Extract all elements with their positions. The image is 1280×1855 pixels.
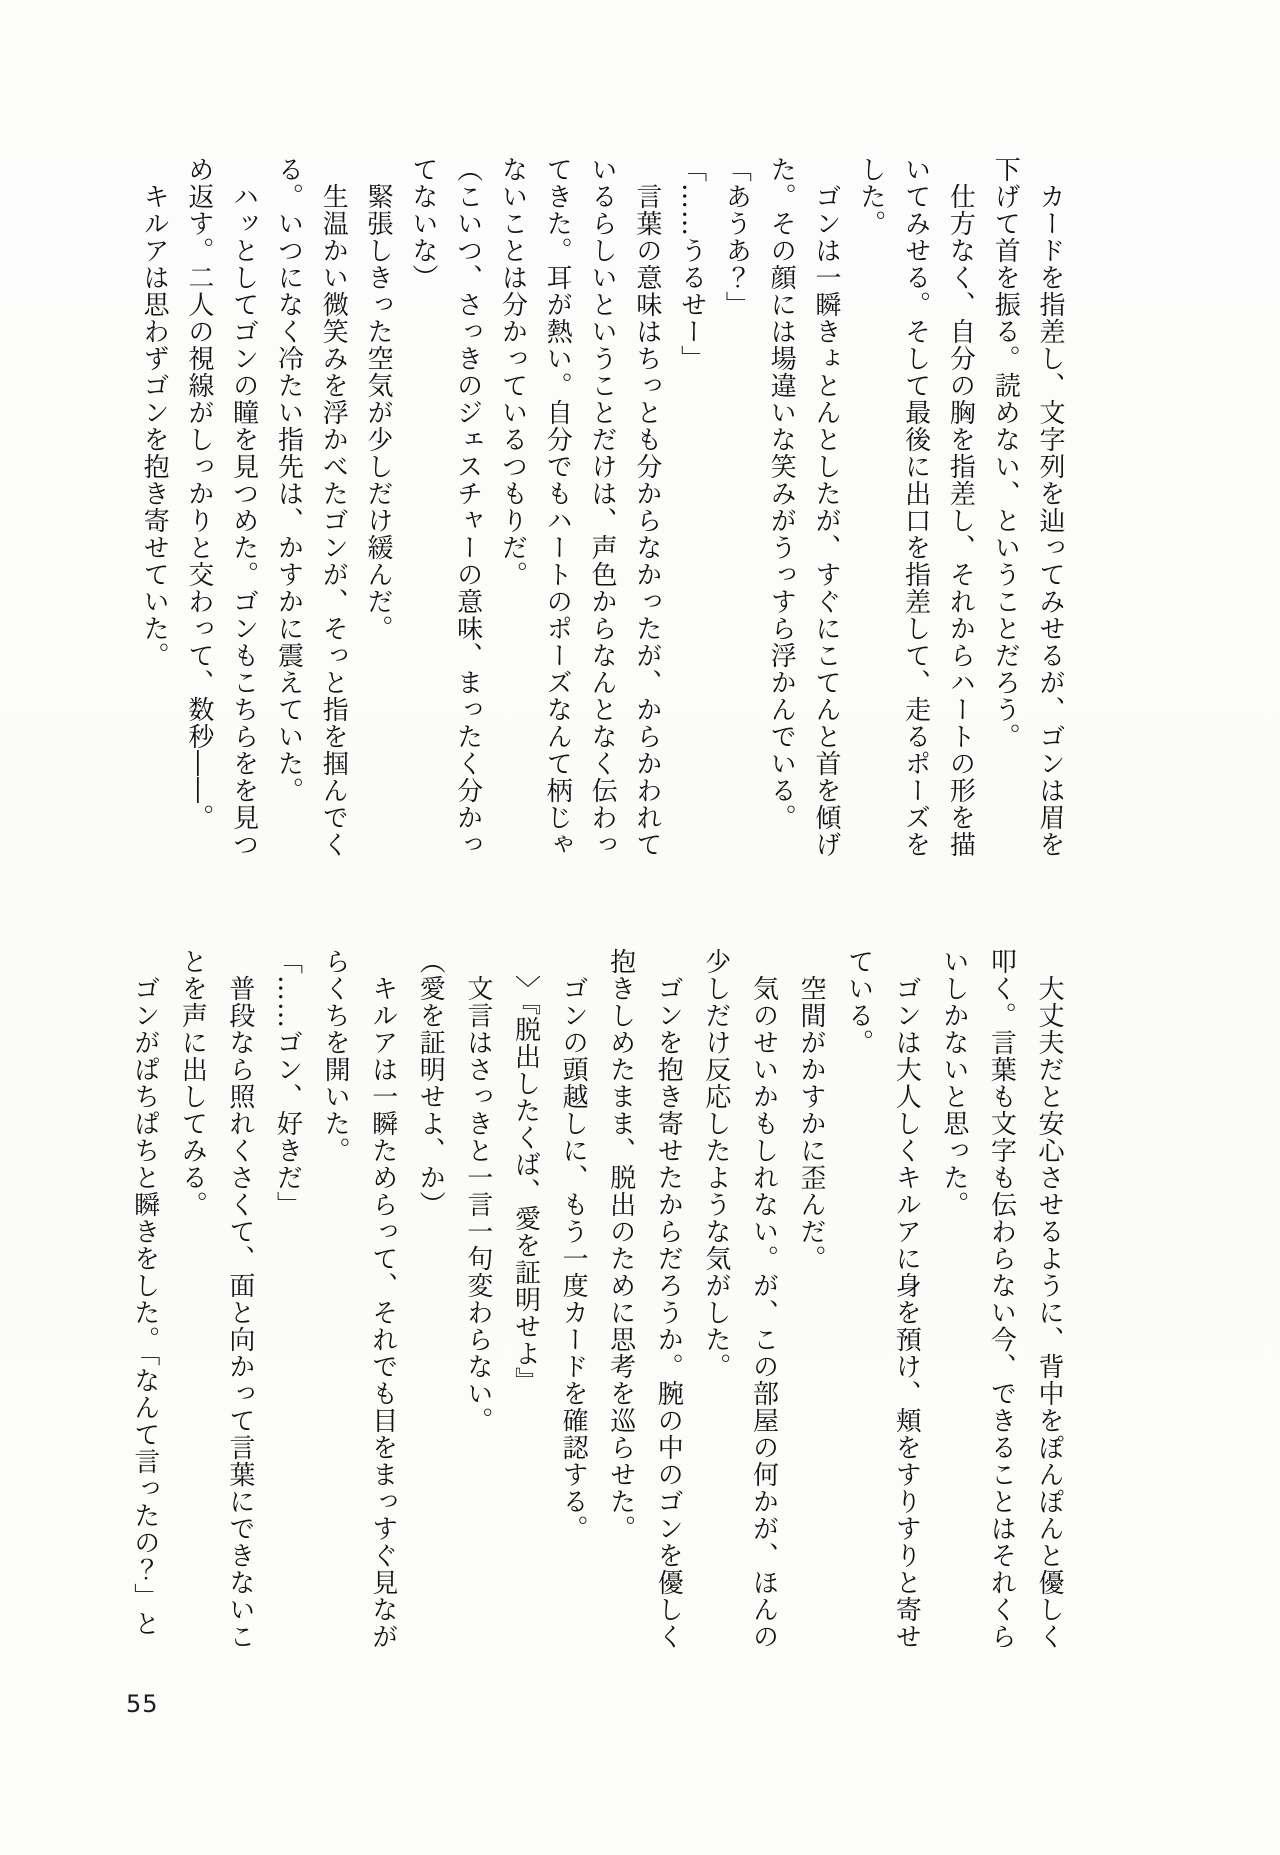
text-line: てないな） [407,156,438,291]
text-line: 言葉の意味はちっとも分からなかったが、からかわれて [631,156,662,858]
text-line: め返す。二人の視線がしっかりと交わって、数秒――。 [183,156,214,831]
text-line: いしかないと思った。 [938,948,969,1218]
text-line: 普段なら照れくさくて、面と向かって言葉にできないこ [224,948,255,1650]
text-line: ないことは分かっているつもりだ。 [497,156,528,588]
page-number: 55 [126,1690,159,1718]
text-line: 仕方なく、自分の胸を指差し、それからハートの形を描 [945,156,976,858]
text-line: 気のせいかもしれない。が、この部屋の何かが、ほんの [748,948,779,1650]
text-line: ゴンは一瞬きょとんとしたが、すぐにこてんと首を傾げ [811,156,842,858]
text-line: 空間がかすかに歪んだ。 [796,948,827,1272]
text-line: た。その顔には場違いな笑みがうっすら浮かんでいる。 [766,156,797,831]
text-line: 生温かい微笑みを浮かべたゴンが、そっと指を掴んでく [318,156,349,858]
text-line: ゴンは大人しくキルアに身を預け、頬をすりすりと寄せ [891,948,922,1650]
text-line: ゴンがぱちぱちと瞬きをした。「なんて言ったの？」と [129,948,160,1637]
text-line: 緊張しきった空気が少しだけ緩んだ。 [363,156,394,642]
text-line: カードを指差し、文字列を辿ってみせるが、ゴンは眉を [1035,156,1065,858]
text-line: ゴンの頭越しに、もう一度カードを確認する。 [558,948,589,1542]
text-line: した。 [855,156,886,237]
text-line: キルアは思わずゴンを抱き寄せていた。 [139,156,170,669]
text-line: 抱きしめたまま、脱出のために思考を巡らせた。 [605,948,636,1542]
text-line: 文言はさっきと一言一句変わらない。 [462,948,493,1434]
text-line: ている。 [843,948,874,1056]
text-line: 少しだけ反応したような気がした。 [700,948,731,1380]
text-block-top [131,156,1072,868]
text-line: ハッとしてゴンの瞳を見つめた。ゴンもこちらをを見つ [228,156,259,858]
text-line: 「……うるせー」 [676,156,707,372]
text-line: いてみせる。そして最後に出口を指差して、走るポーズを [900,156,931,858]
text-line: 「あうあ？」 [721,156,752,318]
text-line: 大丈夫だと安心させるように、背中をぽんぽんと優しく [1034,948,1064,1650]
text-line: らくちを開いた。 [320,948,351,1164]
text-line: 〉『脱出したくば、愛を証明せよ』 [510,948,541,1394]
text-line: （愛を証明せよ、か） [415,948,446,1218]
text-line: キルアは一瞬ためらって、それでも目をまっすぐ見なが [367,948,398,1650]
text-line: 叩く。言葉も文字も伝わらない今、できることはそれくら [986,948,1017,1650]
text-line: ゴンを抱き寄せたからだろうか。腕の中のゴンを優しく [653,948,684,1650]
text-line: 下げて首を振る。読めない、ということだろう。 [990,156,1021,750]
text-line: いるらしいということだけは、声色からなんとなく伝わっ [587,156,618,858]
text-line: てきた。耳が熱い。自分でもハートのポーズなんて柄じゃ [542,156,573,858]
text-line: （こいつ、さっきのジェスチャーの意味、まったく分かっ [452,156,483,858]
text-block-bottom [120,948,1072,1660]
text-line: 「……ゴン、好きだ」 [272,948,303,1218]
text-line: とを声に出してみる。 [177,948,208,1218]
text-line: る。いつになく冷たい指先は、かすかに震えていた。 [273,156,304,804]
